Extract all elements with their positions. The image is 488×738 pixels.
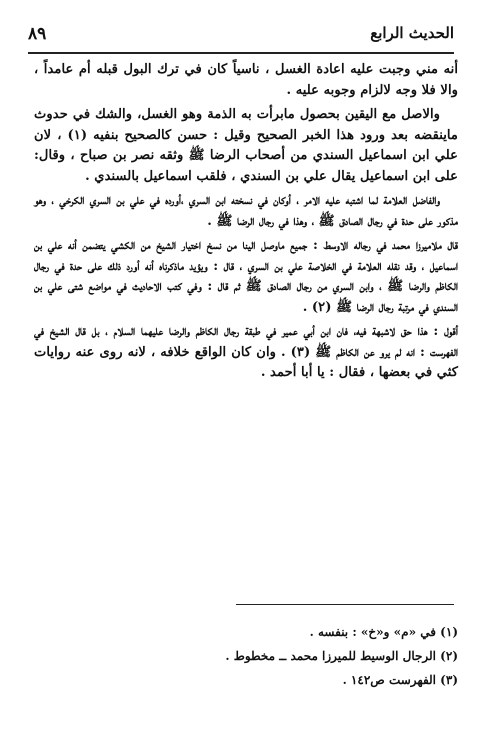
paragraph: قال ملاميرزا محمد في رجاله الاوسط : جميع ماوصل الينا من نسخ اختيار الشيخ من الكشي يتضمن أنه علي بن اسماعيل ، وقد نقله العلامة في الخلاصة علي بن السري ، قال : ويؤيد ماذكرناه أنه أورد ذلك على حدة في رجال الكاظم والرضا ﷺ ، وابن السري من رجال الصادق ﷺ ثم قال : وفي كتب الاحاديث في مواضع شتى علي بن السندي في مرتبة رجال الرضا ﷺ (٢) .	[34, 238, 458, 315]
running-title: الحديث الرابع	[370, 24, 454, 42]
footnote: (٣) الفهرست ص١٤٢ .	[342, 673, 458, 687]
page-number: ٨٩	[28, 24, 47, 44]
paragraph: والفاضل العلامة لما اشتبه عليه الامر ، أوكان في نسخته ابن السري ،أورده في علي بن السري الكرخي ، وهو مذكور على حدة في رجال الصادق ﷺ ، وهذا في رجال الرضا ﷺ .	[34, 193, 458, 229]
footnote-rule	[236, 604, 454, 605]
page-header	[28, 24, 454, 50]
main-text	[34, 60, 458, 388]
footnote: (٢) الرجال الوسيط للميرزا محمد ــ مخطوط .	[225, 649, 458, 663]
header-rule	[28, 52, 454, 54]
paragraph: أقول : هذا حق لاشبهة فيه، فان ابن أبي عمير في طبقة رجال الكاظم والرضا عليهما السلام ، بل قال الشيخ في الفهرست : انه لم يرو عن الكاظم ﷺ (٣) . وان كان الواقع خلافه ، لانه روى عنه روايات كثي في بعضها ، فقال : يا أبا أحمد .	[34, 324, 458, 380]
footnotes	[30, 620, 458, 692]
paragraph: والاصل مع اليقين بحصول مابرأت به الذمة وهو الغسل، والشك في حدوث ماينقضه بعد ورود هذا الخبر الصحيح وقيل : حسن كالصحيح بنفيه (١) ، لان علي ابن اسماعيل السندي من أصحاب الرضا ﷺ وثقه نصر بن صباح ، وقال: على ابن اسماعيل يقال علي بن السندي ، فلقب اسماعيل بالسندي .	[34, 107, 458, 184]
footnote: (١) في «م» و«خ» : بنفسه .	[309, 625, 458, 639]
paragraph: أنه مني وجبت عليه اعادة الغسل ، ناسياً كان في ترك البول قبله أم عامداً ، والا فلا وجه لالزام وجوبه عليه .	[34, 62, 458, 98]
